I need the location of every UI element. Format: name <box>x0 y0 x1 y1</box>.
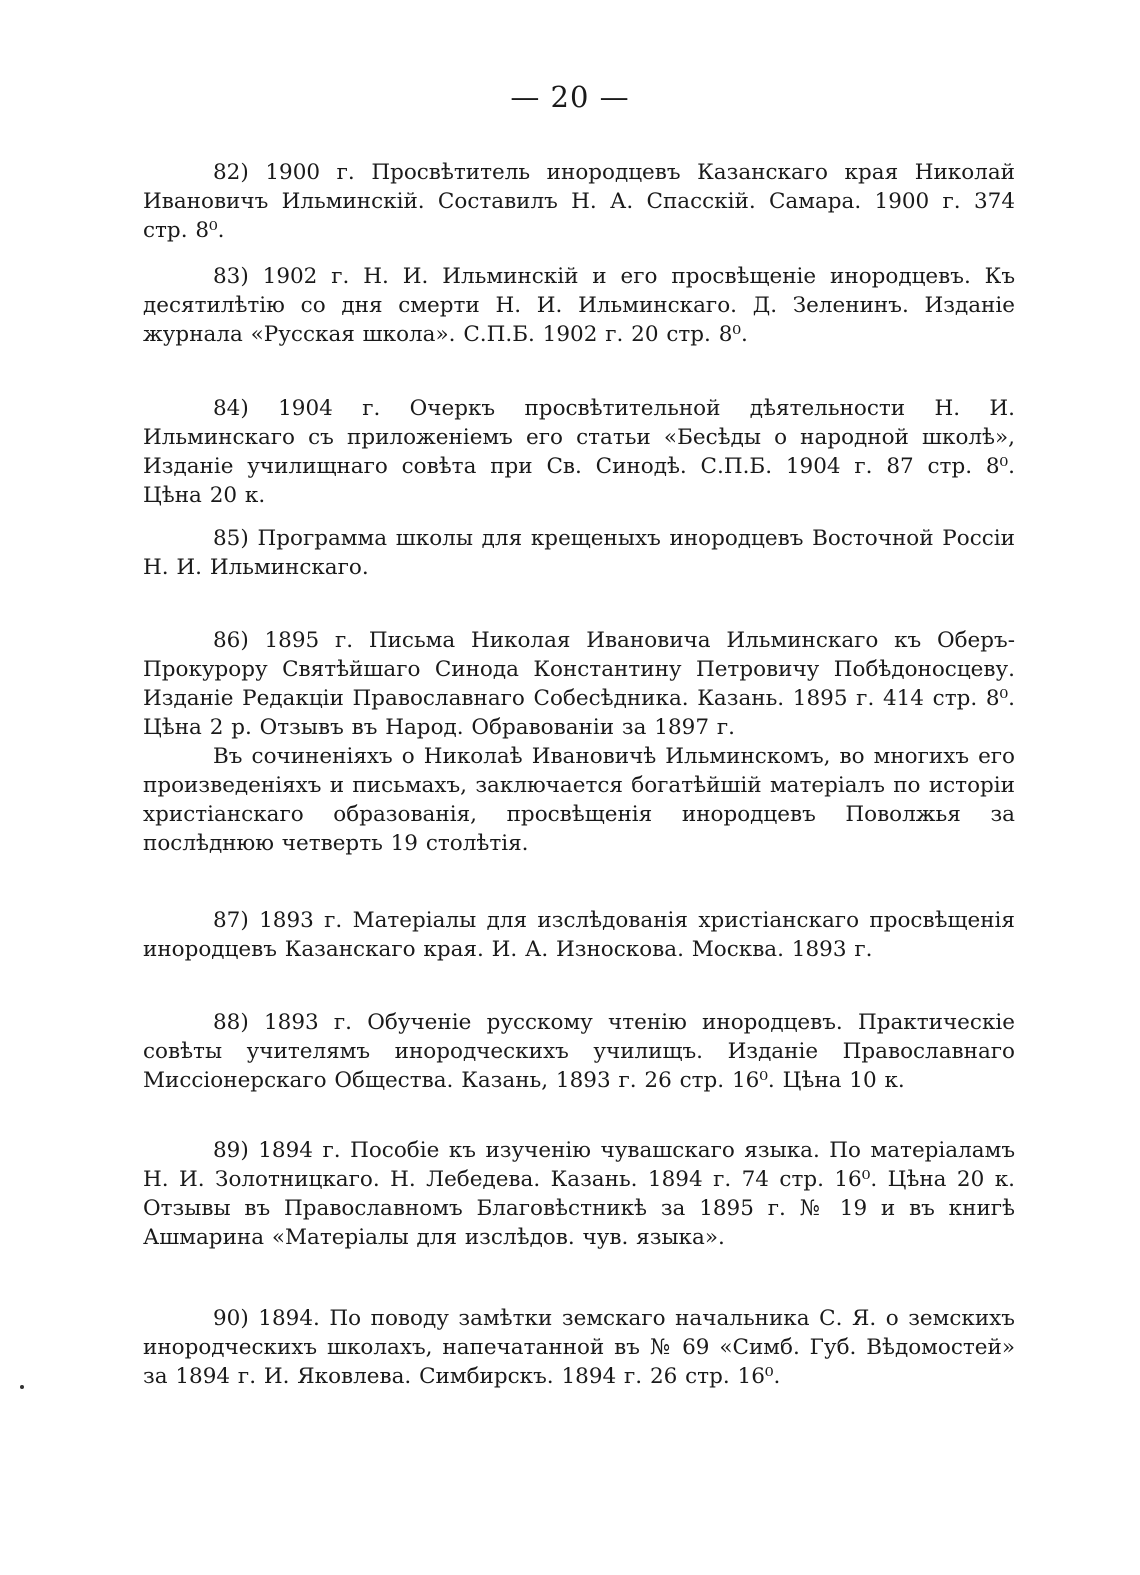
page-number: — 20 — <box>510 80 630 114</box>
bibliography-entry-85: 85) Программа школы для крещеныхъ инородцевъ Восточной Россіи Н. И. Ильминскаго. <box>143 526 1015 580</box>
entry-86-note: Въ сочиненіяхъ о Николаѣ Ивановичѣ Ильминскомъ, во многихъ его произведеніяхъ и письмахъ, заключается богатѣйшій матеріалъ по исторіи христіанскаго образованія, просвѣщенія инородцевъ Поволжья за послѣднюю четверть 19 столѣтія. <box>143 744 1015 856</box>
bibliography-entry-83: 83) 1902 г. Н. И. Ильминскій и его просвѣщеніе инородцевъ. Къ десятилѣтію со дня смерти Н. И. Ильминскаго. Д. Зеленинъ. Изданіе журнала «Русская школа». С.П.Б. 1902 г. 20 стр. 8⁰. <box>143 264 1015 347</box>
bibliography-entry-90: 90) 1894. По поводу замѣтки земскаго начальника С. Я. о земскихъ инородческихъ школахъ, напечатанной въ № 69 «Симб. Губ. Вѣдомостей» за 1894 г. И. Яковлева. Симбирскъ. 1894 г. 26 стр. 16⁰. <box>143 1306 1015 1389</box>
bibliography-entry-82: 82) 1900 г. Просвѣтитель инородцевъ Казанскаго края Николай Ивановичъ Ильминскій. Составилъ Н. А. Спасскій. Самара. 1900 г. 374 стр. 8⁰. <box>143 160 1015 243</box>
ink-speck <box>20 1385 24 1389</box>
bibliography-entry-89: 89) 1894 г. Пособіе къ изученію чувашскаго языка. По матеріаламъ Н. И. Золотницкаго. Н. Лебедева. Казань. 1894 г. 74 стр. 16⁰. Цѣна 20 к. Отзывы въ Православномъ Благовѣстникѣ за 1895 г. № 19 и въ книгѣ Ашмарина «Матеріалы для изслѣдов. чув. языка». <box>143 1138 1015 1250</box>
bibliography-entry-86 <box>143 626 1015 858</box>
entry-86-citation: 86) 1895 г. Письма Николая Ивановича Ильминскаго къ Оберъ-Прокурору Святѣйшаго Синода Константину Петровичу Побѣдоносцеву. Изданіе Редакціи Православнаго Собесѣдника. Казань. 1895 г. 414 стр. 8⁰. Цѣна 2 р. Отзывъ въ Народ. Обравованіи за 1897 г. <box>143 628 1015 740</box>
bibliography-entry-88: 88) 1893 г. Обученіе русскому чтенію инородцевъ. Практическіе совѣты учителямъ инородческихъ училищъ. Изданіе Православнаго Миссіонерскаго Общества. Казань, 1893 г. 26 стр. 16⁰. Цѣна 10 к. <box>143 1010 1015 1093</box>
bibliography-entry-84: 84) 1904 г. Очеркъ просвѣтительной дѣятельности Н. И. Ильминскаго съ приложеніемъ его статьи «Бесѣды о народной школѣ», Изданіе училищнаго совѣта при Св. Синодѣ. С.П.Б. 1904 г. 87 стр. 8⁰. Цѣна 20 к. <box>143 396 1015 508</box>
bibliography-entry-87: 87) 1893 г. Матеріалы для изслѣдованія христіанскаго просвѣщенія инородцевъ Казанскаго края. И. А. Износкова. Москва. 1893 г. <box>143 908 1015 962</box>
